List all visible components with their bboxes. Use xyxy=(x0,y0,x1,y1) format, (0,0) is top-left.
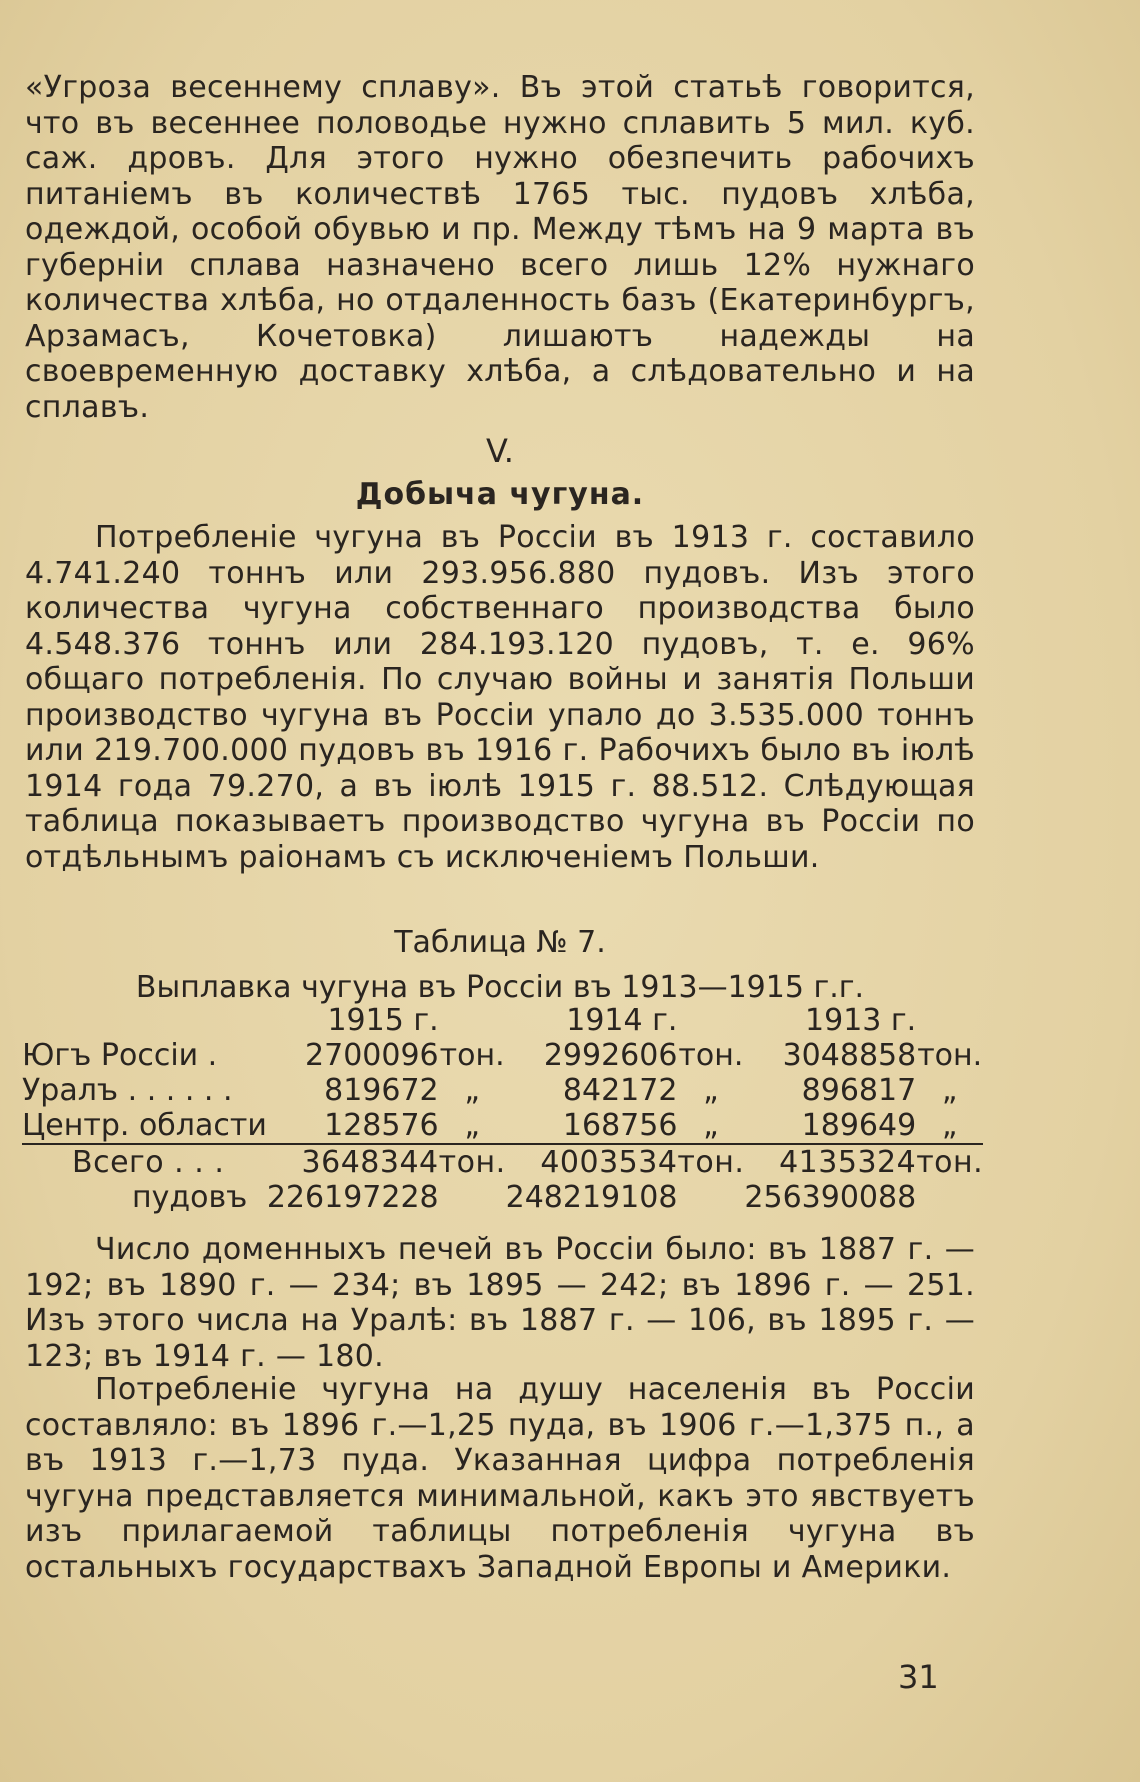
cell-unit: тон. xyxy=(917,1038,983,1073)
total-unit: тон. xyxy=(438,1145,506,1180)
page-number: 31 xyxy=(898,1658,939,1696)
iron-production-table xyxy=(22,1003,983,1215)
paragraph-consumption xyxy=(25,1372,975,1585)
total-unit: тон. xyxy=(916,1145,984,1180)
paragraph-production-text: Потребленіе чугуна въ Россіи въ 1913 г. составило 4.741.240 тоннъ или 293.956.880 пудовъ. Изъ этого количества чугуна собственнаго производства было 4.548.376 тоннъ или 284.193.120 пудовъ, т. е. 96% общаго потребленія. По случаю войны и занятія Польши производство чугуна въ Россіи упало до 3.535.000 тоннъ или 219.700.000 пудовъ въ 1916 г. Рабочихъ было въ іюлѣ 1914 года 79.270, а въ іюлѣ 1915 г. 88.512. Слѣдующая таблица показываетъ производство чугуна въ Россіи по отдѣльнымъ раіонамъ съ исключеніемъ Польши. xyxy=(25,520,975,875)
poods-label: пудовъ xyxy=(132,1180,248,1215)
cell-value: 842172 xyxy=(562,1073,678,1108)
row-label: Центр. области xyxy=(22,1108,267,1143)
row-label: Югъ Россіи . xyxy=(22,1038,218,1073)
poods-value: 226197228 xyxy=(266,1180,439,1215)
cell-unit: „ xyxy=(464,1073,480,1108)
cell-unit: тон. xyxy=(678,1038,744,1073)
total-value: 3648344 xyxy=(267,1144,439,1180)
table-header-row xyxy=(22,1003,983,1038)
table-total-row xyxy=(22,1144,983,1180)
cell-unit: „ xyxy=(941,1108,958,1143)
table-poods-row xyxy=(22,1180,983,1215)
cell-value: 128576 xyxy=(324,1108,439,1143)
cell-unit: „ xyxy=(464,1108,480,1143)
table-row xyxy=(22,1073,983,1108)
poods-value: 256390088 xyxy=(744,1180,917,1215)
total-label: Всего . . . xyxy=(22,1144,267,1180)
cell-value: 896817 xyxy=(801,1073,917,1108)
paragraph-intro xyxy=(25,70,975,425)
year-header: 1915 г. xyxy=(327,1003,439,1038)
total-value: 4135324 xyxy=(744,1144,916,1180)
cell-unit: „ xyxy=(703,1108,719,1143)
table-subtitle: Выплавка чугуна въ Россіи въ 1913—1915 г.г. xyxy=(135,970,865,1005)
table-caption: Таблица № 7. xyxy=(394,925,606,960)
table-row xyxy=(22,1108,983,1144)
cell-unit: „ xyxy=(703,1073,719,1108)
cell-value: 3048858 xyxy=(782,1038,917,1073)
row-label: Уралъ . . . . . . xyxy=(22,1073,233,1108)
cell-value: 2700096 xyxy=(305,1038,439,1073)
paragraph-furnaces-text: Число доменныхъ печей въ Россіи было: въ 1887 г. — 192; въ 1890 г. — 234; въ 1895 — 242; въ 1896 г. — 251. Изъ этого числа на Уралѣ: въ 1887 г. — 106, въ 1895 г. — 123; въ 1914 г. — 180. xyxy=(25,1232,975,1374)
section-number: V. xyxy=(486,432,514,470)
year-header: 1913 г. xyxy=(805,1003,917,1038)
paragraph-intro-text: «Угроза весеннему сплаву». Въ этой статьѣ говорится, что въ весеннее половодье нужно сплавить 5 мил. куб. саж. дровъ. Для этого нужно обезпечить рабочихъ питаніемъ въ количествѣ 1765 тыс. пудовъ хлѣба, одеждой, особой обувью и пр. Между тѣмъ на 9 марта въ губерніи сплава назначено всего лишь 12% нужнаго количества хлѣба, но отдаленность базъ (Екатеринбургъ, Арзамасъ, Кочетовка) лишаютъ надежды на своевременную доставку хлѣба, а слѣдовательно и на сплавъ. xyxy=(25,70,975,425)
year-header: 1914 г. xyxy=(566,1003,678,1038)
cell-value: 189649 xyxy=(801,1108,917,1143)
total-unit: тон. xyxy=(677,1145,745,1180)
cell-unit: тон. xyxy=(439,1038,505,1073)
cell-unit: „ xyxy=(941,1073,958,1108)
paragraph-production xyxy=(25,520,975,875)
cell-value: 819672 xyxy=(324,1073,439,1108)
paragraph-consumption-text: Потребленіе чугуна на душу населенія въ Россіи составляло: въ 1896 г.—1,25 пуда, въ 1906 г.—1,375 п., а въ 1913 г.—1,73 пуда. Указанная цифра потребленія чугуна представляется минимальной, какъ это явствуетъ изъ прилагаемой таблицы потребленія чугуна въ остальныхъ государствахъ Западной Европы и Америки. xyxy=(25,1372,975,1585)
cell-value: 168756 xyxy=(562,1108,678,1143)
total-value: 4003534 xyxy=(506,1144,678,1180)
poods-value: 248219108 xyxy=(505,1180,678,1215)
table-row xyxy=(22,1038,983,1073)
cell-value: 2992606 xyxy=(543,1038,678,1073)
paragraph-furnaces xyxy=(25,1232,975,1374)
section-heading: Добыча чугуна. xyxy=(355,477,645,512)
